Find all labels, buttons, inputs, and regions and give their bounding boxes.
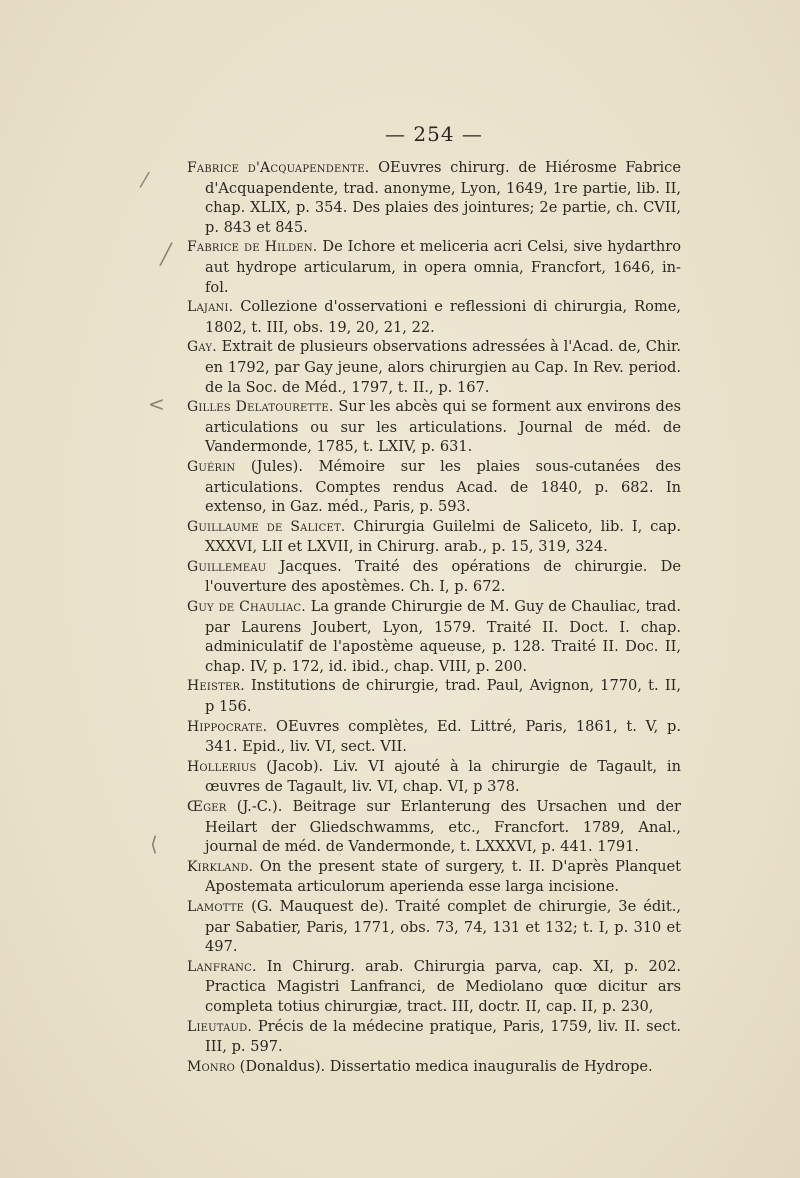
entry-text: Institutions de chirurgie, trad. Paul, Avignon, 1770, t. II, p 156. bbox=[205, 677, 681, 716]
bibliography-entry bbox=[187, 957, 681, 1017]
bibliography-entry bbox=[187, 337, 681, 397]
entry-author: Œger bbox=[187, 799, 227, 815]
entry-text: OEuvres chirurg. de Hiérosme Fabrice d'Acquapendente, trad. anonyme, Lyon, 1649, 1re partie, lib. II, chap. XLIX, p. 354. Des plaies des jointures; 2e partie, ch. CVII, p. 843 et 845. bbox=[205, 159, 681, 236]
bibliography-entry bbox=[187, 797, 681, 857]
entry-author: Guillaume de Salicet. bbox=[187, 518, 346, 535]
bibliography-entry bbox=[187, 1057, 681, 1078]
bibliography-entry bbox=[187, 757, 681, 797]
entry-author: Hollerius bbox=[187, 758, 257, 775]
bibliography-entry bbox=[187, 297, 681, 337]
margin-mark-1: ⁄ bbox=[143, 168, 147, 192]
entry-author: Guillemeau bbox=[187, 558, 267, 575]
entry-text: Précis de la médecine pratique, Paris, 1759, liv. II. sect. III, p. 597. bbox=[205, 1017, 681, 1056]
bibliography-entry bbox=[187, 1017, 681, 1057]
bibliography-entry bbox=[187, 717, 681, 757]
entry-author: Hippocrate. bbox=[187, 718, 268, 735]
entry-author: Guérin bbox=[187, 458, 236, 475]
entry-author: Lamotte bbox=[187, 898, 245, 915]
margin-mark-4: ⟨ bbox=[150, 832, 158, 856]
entry-text: De Ichore et meliceria acri Celsi, sive hydarthro aut hydrope articularum, in opera omnia, Francfort, 1646, in-fol. bbox=[205, 238, 681, 296]
bibliography-entry bbox=[187, 597, 681, 676]
entry-text: On the present state of surgery, t. II. D'après Planquet Apostemata articulorum aperienda esse larga incisione. bbox=[205, 857, 681, 896]
bibliography-entry bbox=[187, 897, 681, 957]
entry-author: Fabrice d'Acquapendente. bbox=[187, 160, 370, 176]
bibliography-entry bbox=[187, 158, 681, 237]
entry-text: Jacques. Traité des opérations de chirurgie. De l'ouverture des apostèmes. Ch. I, p. 672. bbox=[205, 557, 681, 596]
margin-mark-2: ╱ bbox=[160, 242, 173, 266]
entry-author: Lieutaud. bbox=[187, 1018, 253, 1035]
entry-text: (G. Mauquest de). Traité complet de chirurgie, 3e édit., par Sabatier, Paris, 1771, obs. 73, 74, 131 et 132; t. I, p. 310 et 497. bbox=[205, 897, 681, 956]
page-number: — 254 — bbox=[385, 122, 483, 146]
entry-author: Lanfranc. bbox=[187, 958, 257, 975]
bibliography-entry bbox=[187, 397, 681, 457]
entry-author: Guy de Chauliac. bbox=[187, 599, 306, 616]
margin-mark-3: < bbox=[148, 392, 165, 416]
entry-text: Sur les abcès qui se forment aux environs des articulations ou sur les articulations. Journal de méd. de Vandermonde, 1785, t. LXIV, p. 631. bbox=[205, 398, 681, 456]
bibliography-entry bbox=[187, 557, 681, 597]
entry-author: Fabrice de Hilden. bbox=[187, 239, 318, 256]
bibliography-entry bbox=[187, 237, 681, 297]
entry-author: Gilles Delatourette. bbox=[187, 399, 334, 416]
bibliography-list bbox=[187, 158, 681, 1077]
entry-text: (Jacob). Liv. VI ajouté à la chirurgie de Tagault, in œuvres de Tagault, liv. VI, chap. VI, p 378. bbox=[205, 757, 681, 796]
bibliography-entry bbox=[187, 676, 681, 716]
entry-author: Gay. bbox=[187, 339, 217, 356]
entry-text: (Donaldus). Dissertatio medica inauguralis de Hydrope. bbox=[235, 1057, 653, 1075]
entry-text: Chirurgia Guilelmi de Saliceto, lib. I, cap. XXXVI, LII et LXVII, in Chirurg. arab., p. 15, 319, 324. bbox=[205, 517, 681, 556]
entry-text: Collezione d'osservationi e reflessioni di chirurgia, Rome, 1802, t. III, obs. 19, 20, 21, 22. bbox=[205, 298, 681, 336]
entry-author: Monro bbox=[187, 1058, 236, 1075]
entry-text: In Chirurg. arab. Chirurgia parva, cap. XI, p. 202. Practica Magistri Lanfranci, de Mediolano quœ dicitur ars completa totius chirurgiæ, tract. III, doctr. II, cap. II, p. 230, bbox=[205, 957, 681, 1015]
entry-text: Extrait de plusieurs observations adressées à l'Acad. de, Chir. en 1792, par Gay jeune, alors chirurgien au Cap. In Rev. period. de la Soc. de Méd., 1797, t. II., p. 167. bbox=[205, 338, 681, 396]
bibliography-entry bbox=[187, 457, 681, 517]
entry-text: OEuvres complètes, Ed. Littré, Paris, 1861, t. V, p. 341. Epid., liv. VI, sect. VII. bbox=[205, 717, 681, 756]
entry-author: Heister. bbox=[187, 678, 245, 695]
bibliography-entry bbox=[187, 857, 681, 897]
entry-text: (J.-C.). Beitrage sur Erlanterung des Ursachen und der Heilart der Gliedschwamms, etc., Francfort. 1789, Anal., journal de méd. de Vandermonde, t. LXXXVI, p. 441. 1791. bbox=[205, 798, 681, 856]
entry-text: (Jules). Mémoire sur les plaies sous-cutanées des articulations. Comptes rendus Acad. de 1840, p. 682. In extenso, in Gaz. méd., Paris, p. 593. bbox=[205, 457, 681, 516]
entry-author: Kirkland. bbox=[187, 858, 254, 875]
entry-text: La grande Chirurgie de M. Guy de Chauliac, trad. par Laurens Joubert, Lyon, 1579. Traité II. Doct. I. chap. adminiculatif de l'apostème aqueuse, p. 128. Traité II. Doc. II, chap. IV, p. 172, id. ibid., chap. VIII, p. 200. bbox=[205, 598, 681, 675]
entry-author: Lajani. bbox=[187, 299, 234, 316]
bibliography-entry bbox=[187, 517, 681, 557]
